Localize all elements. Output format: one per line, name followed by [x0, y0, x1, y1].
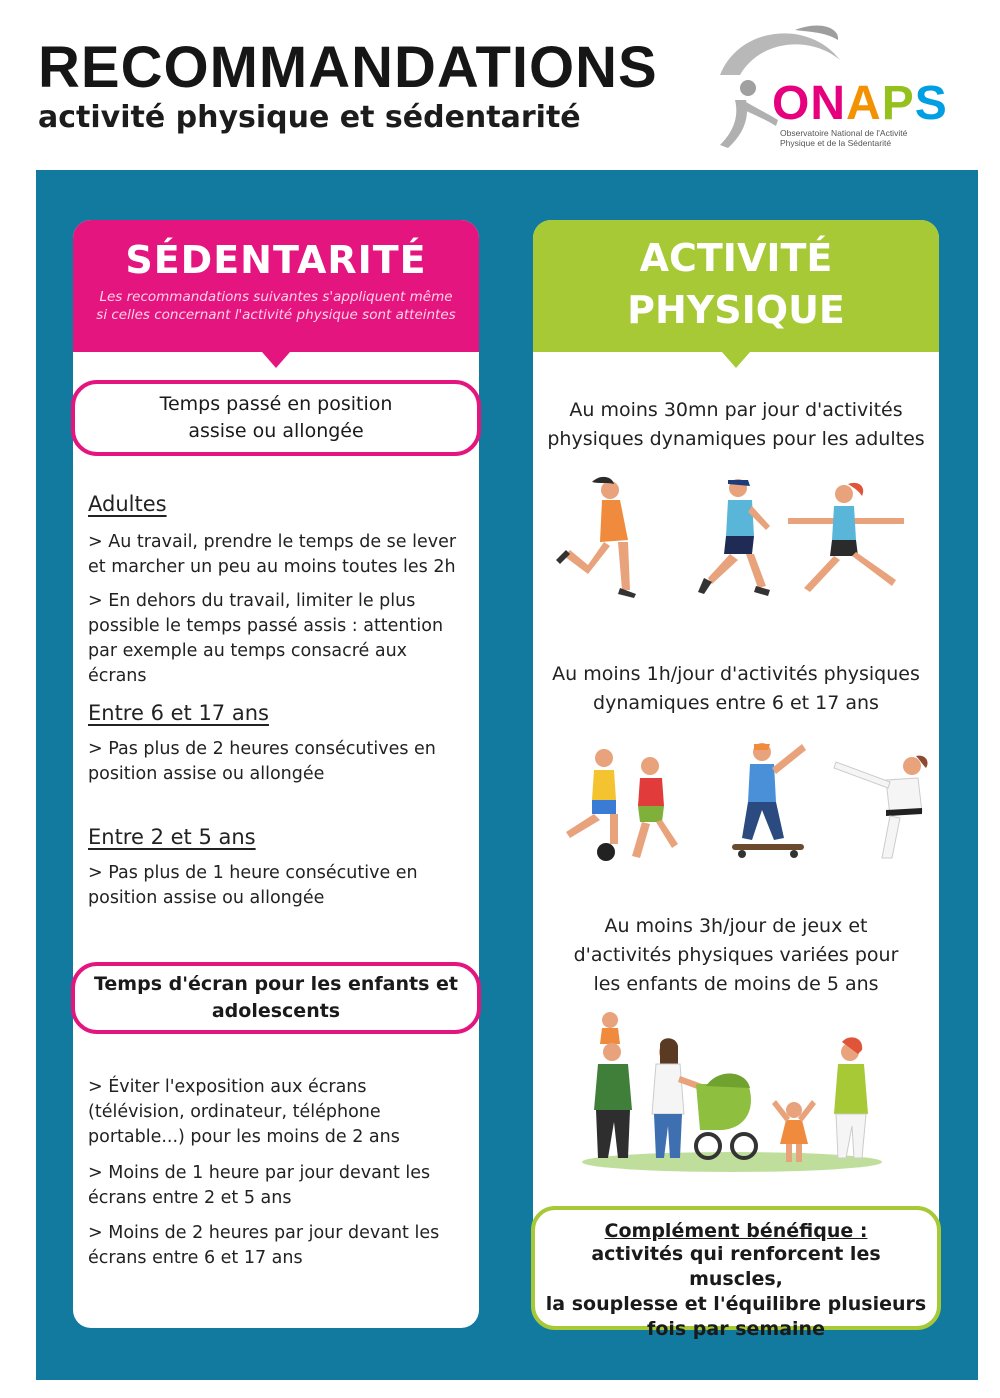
age-6-17-heading: Entre 6 et 17 ans [88, 701, 269, 725]
adultes-heading: Adultes [88, 492, 167, 516]
complement-box [531, 1206, 941, 1340]
sedentarite-note: Les recommandations suivantes s'appliquent même si celles concernant l'activité physique sont atteintes [96, 289, 456, 323]
age-6-17-text: > Pas plus de 2 heures consécutives en position assise ou allongée [88, 739, 436, 784]
activite-header-pointer [722, 352, 750, 368]
page-subtitle: activité physique et sédentarité [38, 100, 581, 135]
adultes-activite-text: Au moins 30mn par jour d'activités physiques dynamiques pour les adultes [547, 399, 925, 450]
adult-athletes-illustration-icon [548, 470, 928, 600]
logo-wordmark: ONAPS [772, 77, 948, 130]
ecran-item-2: > Moins de 1 heure par jour devant les écrans entre 2 et 5 ans [88, 1163, 431, 1208]
age-2-5-heading: Entre 2 et 5 ans [88, 825, 256, 849]
temps-ecran-pill: Temps d'écran pour les enfants et adolescents [71, 962, 481, 1034]
position-assise-pill: Temps passé en position assise ou allongée [71, 380, 481, 456]
complement-line-2: la souplesse et l'équilibre plusieurs [545, 1293, 927, 1315]
family-illustration-icon [572, 1006, 902, 1176]
teen-athletes-illustration-icon [546, 736, 936, 866]
page-title: RECOMMANDATIONS [38, 35, 658, 100]
logo-tagline: Observatoire National de l'Activité Physique et de la Sédentarité [780, 128, 908, 148]
sedentarite-header-pointer [262, 352, 290, 368]
complement-title: Complément bénéfique : [604, 1220, 868, 1242]
enfants-activite-text: Au moins 3h/jour de jeux et d'activités physiques variées pour les enfants de moins de 5 ans [573, 915, 899, 995]
ecran-item-1: > Éviter l'exposition aux écrans (télévision, ordinateur, téléphone portable...) pour les moins de 2 ans [88, 1077, 400, 1147]
sedentarite-title: SÉDENTARITÉ [125, 238, 427, 282]
age-2-5-text: > Pas plus de 1 heure consécutive en position assise ou allongée [88, 863, 418, 908]
complement-line-3: fois par semaine [647, 1318, 825, 1340]
adultes-item-2: > En dehors du travail, limiter le plus possible le temps passé assis : attention par exemple au temps consacré aux écrans [88, 591, 444, 686]
activite-title: ACTIVITÉ PHYSIQUE [627, 236, 845, 332]
jeunes-activite-text: Au moins 1h/jour d'activités physiques dynamiques entre 6 et 17 ans [552, 663, 920, 714]
adultes-item-1: > Au travail, prendre le temps de se lever et marcher un peu au moins toutes les 2h [88, 532, 457, 577]
complement-line-1: activités qui renforcent les muscles, [591, 1243, 881, 1290]
ecran-item-3: > Moins de 2 heures par jour devant les écrans entre 6 et 17 ans [88, 1223, 440, 1268]
